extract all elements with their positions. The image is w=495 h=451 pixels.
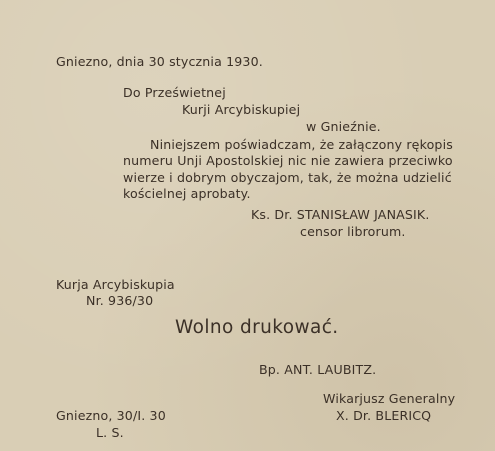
seal-mark: L. S. <box>96 425 124 440</box>
body-line-2: numeru Unji Apostolskiej nic nie zawiera przeciwko <box>123 153 453 168</box>
body-line-1: Niniejszem poświadczam, że załączony rękopis <box>150 137 453 152</box>
curia-number: Nr. 936/30 <box>86 293 154 308</box>
body-line-4: kościelnej aprobaty. <box>123 186 251 201</box>
curia-name: Kurja Arcybiskupia <box>56 277 175 292</box>
header-date: Gniezno, dnia 30 stycznia 1930. <box>56 54 263 69</box>
imprimatur-heading: Wolno drukować. <box>175 317 339 338</box>
body-line-3: wierze i dobrym obyczajom, tak, że można udzielić <box>123 170 452 185</box>
vicar-title: Wikarjusz Generalny <box>323 391 456 406</box>
bishop-signature: Bp. ANT. LAUBITZ. <box>259 362 377 377</box>
address-line-2: Kurji Arcybiskupiej <box>182 102 301 117</box>
vicar-name: X. Dr. BLERICQ <box>336 408 432 423</box>
censor-title: censor librorum. <box>300 224 406 239</box>
footer-date: Gniezno, 30/I. 30 <box>56 408 166 423</box>
address-line-1: Do Prześwietnej <box>123 85 226 100</box>
address-line-3: w Gnieźnie. <box>306 119 381 134</box>
censor-name: Ks. Dr. STANISŁAW JANASIK. <box>251 207 430 222</box>
